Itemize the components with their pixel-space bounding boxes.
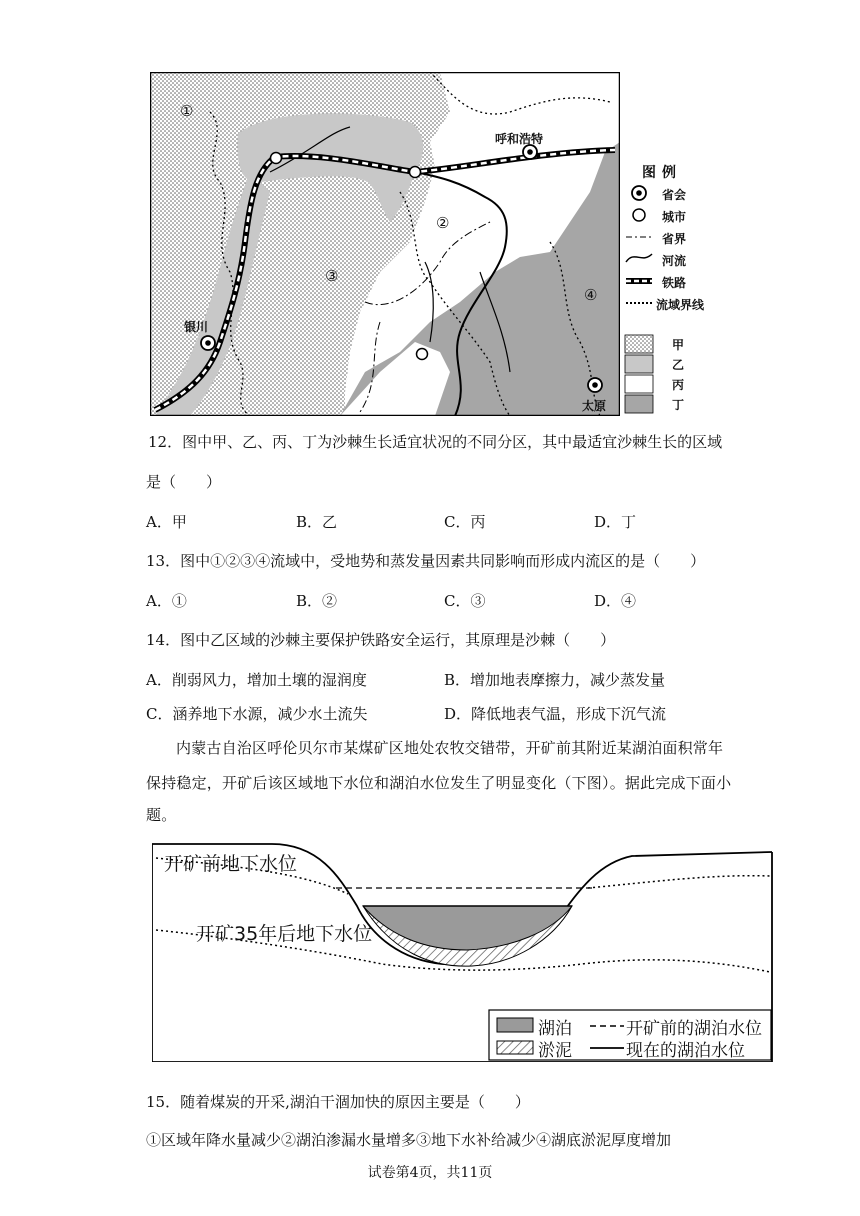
- legend-swatch-ding: [625, 395, 653, 413]
- q12-option-c[interactable]: C．丙: [444, 513, 486, 531]
- label-groundwater-before: 开矿前地下水位: [164, 853, 298, 875]
- q13-option-d[interactable]: D．④: [594, 592, 637, 610]
- legend-zone-ding: 丁: [672, 398, 685, 412]
- capital-dot-hohhot: [527, 149, 533, 155]
- legend-province-label: 省界: [662, 232, 687, 246]
- groundwater-before-right: [588, 876, 770, 888]
- q14-text: 14．图中乙区域的沙棘主要保护铁路安全运行，其原理是沙棘（ ）: [146, 631, 616, 649]
- q14-option-c[interactable]: C．涵养地下水源，减少水土流失: [146, 705, 368, 723]
- legend-silt-label: 淤泥: [538, 1041, 572, 1061]
- q15-text: 15．随着煤炭的开采,湖泊干涸加快的原因主要是（ ）: [146, 1093, 530, 1111]
- legend-zone-yi: 乙: [672, 358, 685, 372]
- city-marker-2: [410, 167, 421, 178]
- map-label-region3: ③: [325, 267, 339, 285]
- legend-river-label: 河流: [662, 254, 687, 268]
- label-groundwater-after: 开矿35年后地下水位: [196, 923, 373, 945]
- legend-swatch-jia: [625, 335, 653, 353]
- legend-now-level-label: 现在的湖泊水位: [626, 1041, 745, 1061]
- passage-line1: 内蒙古自治区呼伦贝尔市某煤矿区地处农牧交错带，开矿前其附近某湖泊面积常年: [176, 739, 724, 757]
- legend-river-icon: [626, 254, 652, 262]
- q14-option-d[interactable]: D．降低地表气温，形成下沉气流: [444, 705, 667, 723]
- q13-option-c[interactable]: C．③: [444, 592, 486, 610]
- map-legend-symbols: [624, 184, 654, 318]
- city-marker-1: [271, 153, 282, 164]
- map-label-hohhot: 呼和浩特: [495, 132, 544, 146]
- q12-option-b[interactable]: B．乙: [296, 513, 338, 531]
- map-label-region2: ②: [436, 214, 450, 232]
- passage-line2: 保持稳定，开矿后该区域地下水位和湖泊水位发生了明显变化（下图）。据此完成下面小: [146, 774, 732, 792]
- legend-silt-swatch: [497, 1041, 533, 1054]
- legend-zone-jia: 甲: [672, 338, 685, 352]
- legend-lake-swatch: [497, 1018, 533, 1032]
- legend-zone-swatches: [624, 334, 654, 416]
- legend-before-level-label: 开矿前的湖泊水位: [626, 1019, 762, 1039]
- legend-city-label: 城市: [662, 210, 687, 224]
- lake-water: [363, 906, 572, 950]
- map-legend-title: 图例: [642, 165, 682, 181]
- q13-option-a[interactable]: A．①: [146, 592, 187, 610]
- legend-swatch-bing: [625, 375, 653, 393]
- legend-capital-label: 省会: [662, 188, 687, 202]
- map-label-region1: ①: [180, 102, 194, 120]
- legend-lake-label: 湖泊: [538, 1019, 572, 1039]
- map-legend: [624, 162, 724, 418]
- legend-railway-label: 铁路: [662, 276, 687, 290]
- lake-diagram: [152, 842, 773, 1062]
- q12-text-line1: 12．图中甲、乙、丙、丁为沙棘生长适宜状况的不同分区，其中最适宜沙棘生长的区域: [148, 433, 723, 451]
- legend-city-icon: [633, 209, 645, 221]
- map-label-yinchuan: 银川: [184, 320, 209, 334]
- map-label-taiyuan: 太原: [582, 399, 607, 413]
- q12-option-a[interactable]: A．甲: [146, 513, 187, 531]
- capital-dot-taiyuan: [592, 382, 598, 388]
- q14-option-b[interactable]: B．增加地表摩擦力，减少蒸发量: [444, 671, 666, 689]
- map-svg: [150, 72, 620, 416]
- legend-swatch-yi: [625, 355, 653, 373]
- q12-option-d[interactable]: D．丁: [594, 513, 637, 531]
- page-footer: 试卷第4页，共11页: [367, 1165, 493, 1181]
- passage-line3: 题。: [146, 806, 177, 824]
- map-label-region4: ④: [584, 286, 598, 304]
- q13-option-b[interactable]: B．②: [296, 592, 338, 610]
- q13-text: 13．图中①②③④流域中，受地势和蒸发量因素共同影响而形成内流区的是（ ）: [146, 552, 706, 570]
- q15-statements: ①区域年降水量减少②湖泊渗漏水量增多③地下水补给减少④湖底淤泥厚度增加: [146, 1131, 672, 1149]
- capital-dot-yinchuan: [205, 340, 211, 346]
- legend-basin-label: 流域界线: [656, 298, 705, 312]
- city-marker-3: [417, 349, 428, 360]
- q12-text-line2: 是（ ）: [146, 473, 222, 491]
- map-figure: [150, 72, 620, 416]
- legend-zone-bing: 丙: [672, 378, 685, 392]
- q14-option-a[interactable]: A．削弱风力，增加土壤的湿润度: [146, 671, 367, 689]
